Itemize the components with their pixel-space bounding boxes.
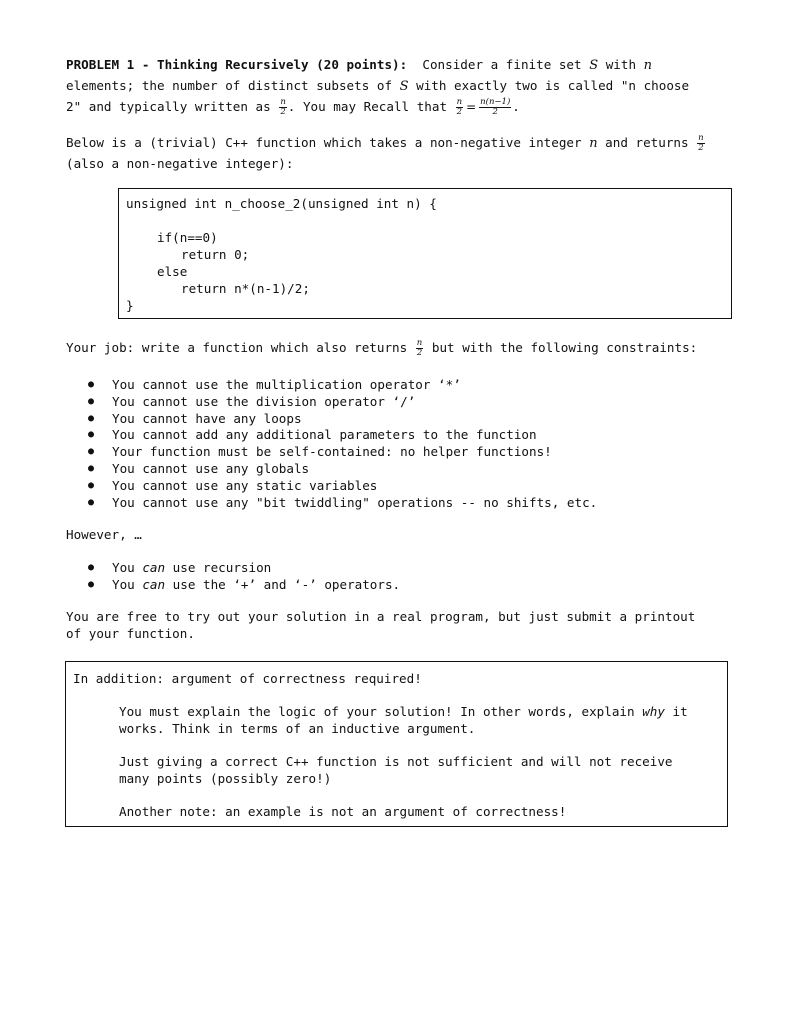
submission-instructions: You are free to try out your solution in a real program, but just submit a printout of your function. — [66, 609, 696, 641]
allowed-item: ● You can use recursion — [88, 560, 400, 577]
returns-fraction: $\frac{n}{2}$ — [698, 133, 704, 153]
constraint-item: ● You cannot use any globals — [88, 461, 597, 478]
problem-line-3: 2" and typically written as $\frac{n}{2}$ . You may Recall that $\frac{n}{2}$ = $\frac{n(n-1)}{2}$ . — [66, 97, 520, 117]
problem-line-2: elements; the number of distinct subsets of S with exactly two is called "n choose — [66, 78, 690, 94]
n-choose-2-notation: $\frac{n}{2}$ — [280, 97, 286, 117]
code-line-if: if(n==0) — [157, 230, 218, 245]
allowed-item: ● You can use the ‘+’ and ‘-’ operators. — [88, 577, 400, 594]
intro-paragraph — [66, 133, 736, 174]
note-p3: Another note: an example is not an argument of correctness! — [119, 804, 567, 819]
intro-line-1: Below is a (trivial) C++ function which takes a non-negative integer n and returns $\frac{n}{2}$ — [66, 133, 704, 153]
constraint-item: ● You cannot add any additional parameters to the function — [88, 427, 597, 444]
problem-line-1: PROBLEM 1 - Thinking Recursively (20 points): Consider a finite set S with n — [66, 57, 653, 73]
note-p1-line1: You must explain the logic of your solution! In other words, explain why it — [119, 704, 688, 719]
intro-line-2: (also a non-negative integer): — [66, 156, 294, 171]
note-p1-line2: works. Think in terms of an inductive argument. — [119, 721, 476, 736]
constraint-item: ● Your function must be self-contained: no helper functions! — [88, 444, 597, 461]
note-p2-line1: Just giving a correct C++ function is not sufficient and will not receive — [119, 754, 673, 769]
job-fraction: $\frac{n}{2}$ — [416, 338, 423, 358]
correctness-note-box — [65, 661, 728, 827]
allowed-list — [88, 560, 400, 594]
constraint-item: ● You cannot use any static variables — [88, 478, 597, 495]
recall-n-over-2: $\frac{n}{2}$ — [456, 97, 463, 117]
job-statement: Your job: write a function which also returns $\frac{n}{2}$ but with the following constraints: — [66, 338, 698, 358]
problem-statement — [66, 55, 736, 117]
code-line-return-zero: return 0; — [181, 247, 250, 262]
however-text: However, … — [66, 527, 142, 542]
code-line-else: else — [157, 264, 188, 279]
constraints-list — [88, 377, 597, 511]
problem-heading: PROBLEM 1 - Thinking Recursively (20 points): — [66, 57, 408, 72]
note-p2-line2: many points (possibly zero!) — [119, 771, 332, 786]
note-title: In addition: argument of correctness required! — [73, 671, 422, 686]
constraint-item: ● You cannot use the division operator ‘/’ — [88, 394, 597, 411]
code-line-return-formula: return n*(n-1)/2; — [181, 281, 310, 296]
code-line-close-brace: } — [126, 298, 134, 313]
code-listing-box — [118, 188, 732, 319]
constraint-item: ● You cannot have any loops — [88, 411, 597, 428]
formula-fraction: $\frac{n(n-1)}{2}$ — [480, 97, 511, 117]
constraint-item: ● You cannot use the multiplication operator ‘*’ — [88, 377, 597, 394]
code-line-signature: unsigned int n_choose_2(unsigned int n) { — [126, 196, 437, 211]
constraint-item: ● You cannot use any "bit twiddling" operations -- no shifts, etc. — [88, 495, 597, 512]
